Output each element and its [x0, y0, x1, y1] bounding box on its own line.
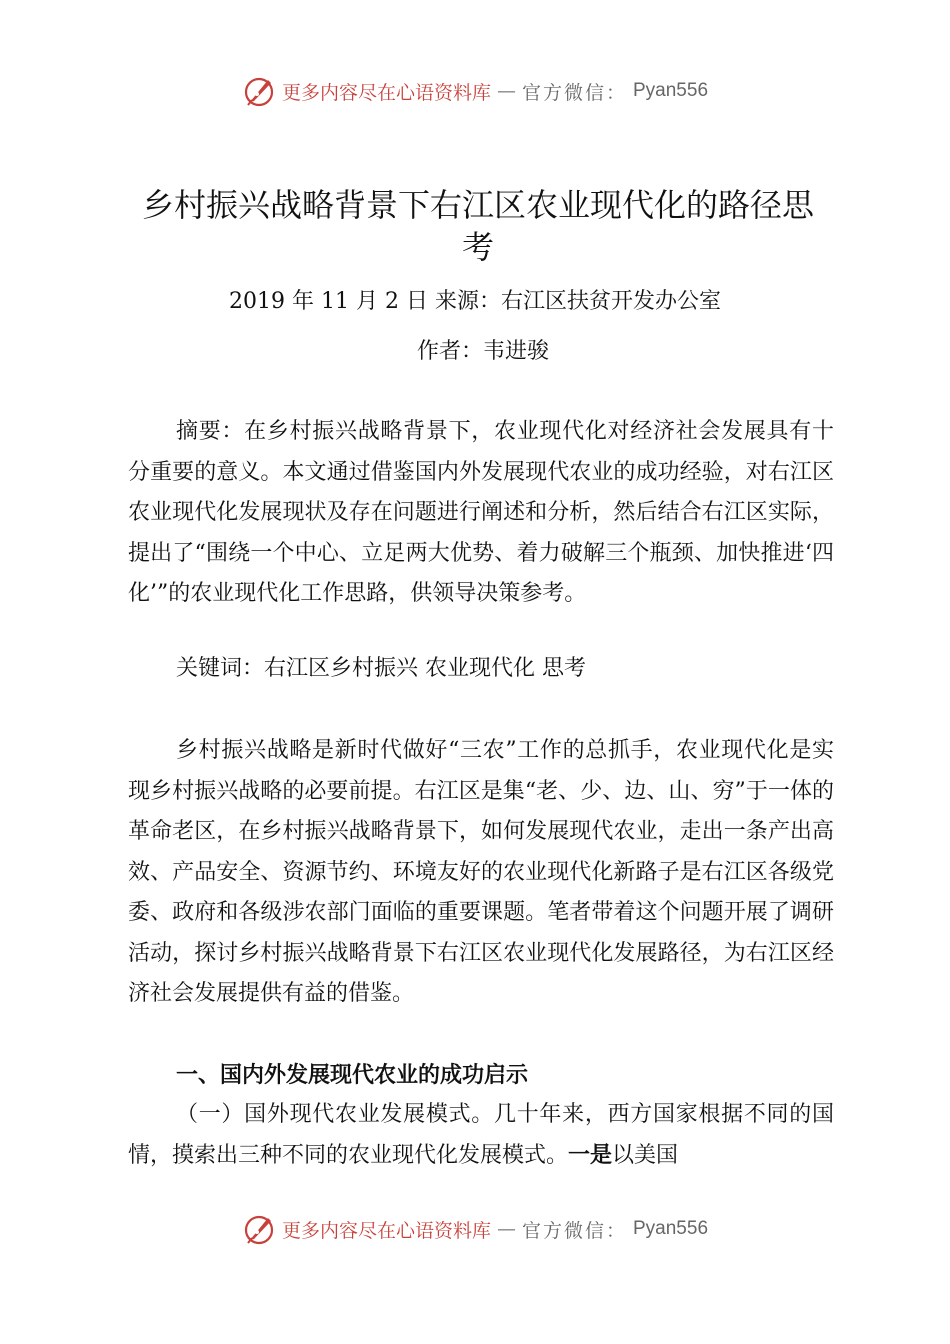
watermark-wechat-id: Pyan556 — [633, 80, 709, 101]
quill-logo-icon — [242, 74, 276, 108]
keywords-line: 关键词：右江区乡村振兴 农业现代化 思考 — [176, 656, 586, 681]
document-author: 作者：韦进骏 — [416, 339, 549, 364]
subsection-lead-text: （一）国外现代农业发展模式。几十年来，西方国家根据不同的国情，摸索出三种不同的农业现代化发展模式。 — [128, 1102, 834, 1168]
quill-logo-icon — [242, 1212, 276, 1246]
document-date-source: 2019 年 11 月 2 日 来源：右江区扶贫开发办公室 — [229, 289, 721, 314]
watermark-wechat-label: 官方微信： — [521, 81, 627, 104]
watermark-library-text: 更多内容尽在心语资料库 — [281, 1219, 491, 1242]
document-title: 乡村振兴战略背景下右江区农业现代化的路径思考 — [141, 186, 814, 266]
watermark-dash: — — [496, 80, 516, 102]
intro-paragraph: 乡村振兴战略是新时代做好“三农”工作的总抓手，农业现代化是实现乡村振兴战略的必要前提。右江区是集“老、少、边、山、穷”于一体的革命老区，在乡村振兴战略背景下，如何发展现代农业，走出一条产出高效、产品安全、资源节约、环境友好的农业现代化新路子是右江区各级党委、政府和各级涉农部门面临的重要课题。笔者带着这个问题开展了调研活动，探讨乡村振兴战略背景下右江区农业现代化发展路径，为右江区经济社会发展提供有益的借鉴。 — [128, 738, 834, 1006]
watermark-wechat-label: 官方微信： — [521, 1219, 627, 1242]
watermark-library-text: 更多内容尽在心语资料库 — [281, 81, 491, 104]
subsection-tail-text: 以美国 — [612, 1142, 679, 1168]
subsection-bold-marker: 一是 — [568, 1142, 613, 1168]
watermark-dash: — — [496, 1218, 516, 1240]
watermark-wechat-id: Pyan556 — [633, 1218, 709, 1239]
watermark-header — [0, 74, 950, 108]
subsection-paragraph-1 — [128, 1095, 834, 1176]
watermark-footer — [0, 1212, 950, 1246]
abstract-paragraph: 摘要：在乡村振兴战略背景下，农业现代化对经济社会发展具有十分重要的意义。本文通过借鉴国内外发展现代农业的成功经验，对右江区农业现代化发展现状及存在问题进行阐述和分析，然后结合右江区实际，提出了“围绕一个中心、立足两大优势、着力破解三个瓶颈、加快推进‘四化’”的农业现代化工作思路，供领导决策参考。 — [128, 419, 834, 606]
section-heading-1: 一、国内外发展现代农业的成功启示 — [176, 1063, 529, 1088]
